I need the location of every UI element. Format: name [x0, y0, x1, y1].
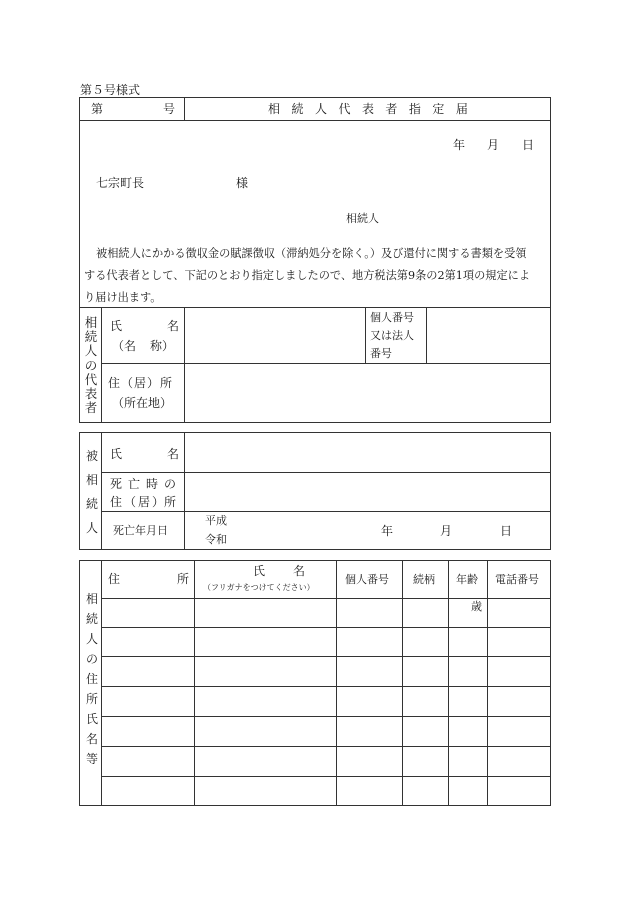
body-line-3: り届け出ます。 [84, 291, 162, 304]
deceased-side-label-1: 被 [86, 449, 99, 463]
heirs-side-label-4: の [86, 652, 99, 666]
col-address-a: 住 [108, 572, 121, 586]
rep-address-label-2: （所在地） [112, 396, 173, 410]
rep-id-label-3: 番号 [370, 347, 392, 360]
rep-name-field[interactable] [186, 309, 363, 361]
rep-id-field[interactable] [428, 309, 549, 361]
col-phone: 電話番号 [495, 573, 539, 586]
deceased-side-label-3: 続 [86, 497, 99, 511]
col-address-b: 所 [177, 572, 190, 586]
rep-id-label-2: 又は法人 [370, 329, 414, 342]
date-day-label: 日 [522, 138, 535, 152]
deceased-name-label-b: 名 [167, 447, 180, 461]
heirs-side-label-1: 相 [86, 592, 99, 606]
body-line-2: する代表者として、下記のとおり指定しましたので、地方税法第9条の2第1項の規定によ [84, 269, 531, 282]
heirs-side-label-5: 住 [86, 672, 99, 686]
rep-address-label: 住（居）所 [108, 376, 174, 390]
number-label-right: 号 [163, 102, 176, 116]
col-relation: 続柄 [413, 573, 435, 586]
deceased-name-field[interactable] [186, 434, 549, 470]
heirs-side-label-9: 等 [86, 752, 99, 766]
col-name-b: 名 [293, 564, 306, 578]
addressee-name: 七宗町長 [96, 176, 145, 190]
rep-name-label-a: 氏 [110, 319, 123, 333]
deceased-address-label-2: 住 （ 居 ）所 [110, 495, 176, 509]
rep-name-label-b: 名 [167, 319, 180, 333]
rep-address-field[interactable] [186, 365, 549, 421]
date-year-label: 年 [453, 138, 466, 152]
heir-row[interactable] [103, 718, 550, 745]
era-heisei: 平成 [205, 514, 227, 527]
number-label-left: 第 [91, 102, 104, 116]
form-number: 第５号様式 [80, 83, 141, 97]
addressee-honorific: 様 [236, 176, 249, 190]
deceased-side-label-2: 相 [86, 473, 99, 487]
heir-row[interactable] [103, 688, 550, 715]
date-month-label: 月 [487, 138, 500, 152]
death-year-label: 年 [381, 524, 394, 538]
age-unit: 歳 [471, 600, 482, 613]
heirs-side-label-2: 続 [86, 612, 99, 626]
body-line-1: 被相続人にかかる徴収金の賦課徴収（滞納処分を除く。）及び還付に関する書類を受領 [96, 247, 527, 260]
representative-side-label: 相続人の代表者 [84, 315, 98, 416]
death-month-label: 月 [440, 524, 453, 538]
heir-row[interactable] [103, 600, 550, 626]
deceased-address-field[interactable] [186, 474, 549, 509]
deceased-name-label-a: 氏 [110, 447, 123, 461]
heirs-side-label-7: 氏 [86, 712, 99, 726]
era-reiwa: 令和 [205, 533, 227, 546]
rep-name-label-d: 称） [150, 339, 175, 353]
col-age: 年齢 [456, 573, 478, 586]
col-id: 個人番号 [345, 573, 389, 586]
deceased-side-label-4: 人 [86, 521, 99, 535]
death-date-label: 死亡年月日 [113, 524, 168, 537]
heir-row[interactable] [103, 658, 550, 685]
heir-row[interactable] [103, 629, 550, 655]
rep-id-label-1: 個人番号 [370, 311, 414, 324]
heir-row[interactable] [103, 778, 550, 805]
document-title: 相 続 人 代 表 者 指 定 届 [268, 102, 468, 116]
heirs-side-label-3: 人 [86, 632, 99, 646]
rep-name-label-c: （名 [112, 339, 137, 353]
deceased-address-label-1: 死 亡 時 の [110, 477, 176, 491]
col-name-a: 氏 [253, 564, 266, 578]
applicant-label: 相続人 [346, 212, 379, 225]
heirs-side-label-8: 名 [86, 732, 99, 746]
death-day-label: 日 [500, 524, 513, 538]
col-name-note: （フリガナをつけてください） [203, 583, 315, 592]
heir-row[interactable] [103, 748, 550, 775]
heirs-side-label-6: 所 [86, 692, 99, 706]
